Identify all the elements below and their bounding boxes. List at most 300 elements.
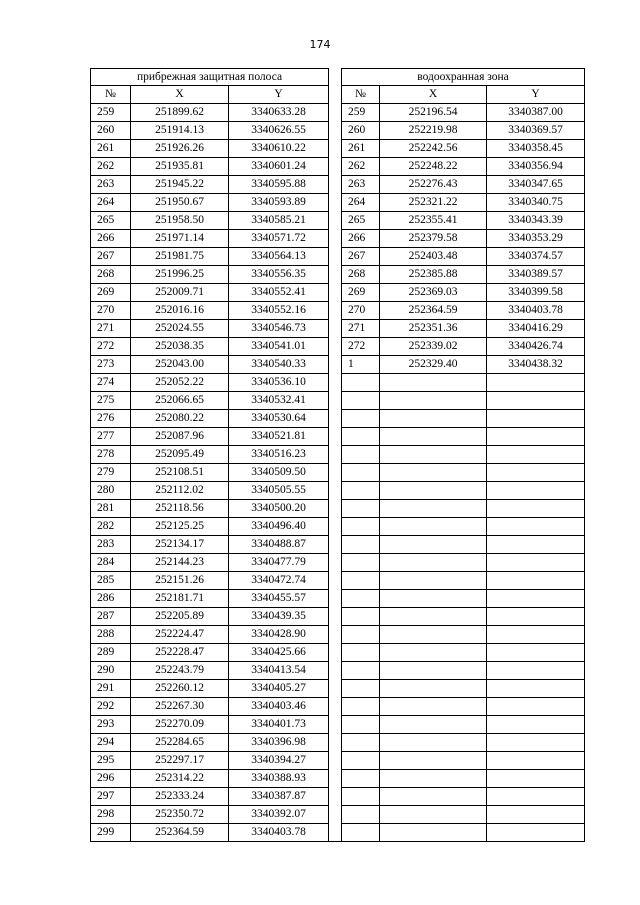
right-cell-y xyxy=(487,752,585,770)
column-gap xyxy=(329,788,342,806)
table-row xyxy=(91,284,585,302)
left-cell-y: 3340571.72 xyxy=(229,230,329,248)
right-cell-x: 252321.22 xyxy=(380,194,487,212)
left-cell-number: 297 xyxy=(91,788,131,806)
left-cell-x: 252151.26 xyxy=(131,572,229,590)
left-cell-number: 292 xyxy=(91,698,131,716)
right-cell-x xyxy=(380,374,487,392)
left-cell-x: 252052.22 xyxy=(131,374,229,392)
left-cell-y: 3340477.79 xyxy=(229,554,329,572)
left-cell-x: 252024.55 xyxy=(131,320,229,338)
left-cell-y: 3340585.21 xyxy=(229,212,329,230)
left-cell-y: 3340413.54 xyxy=(229,662,329,680)
left-cell-y: 3340536.10 xyxy=(229,374,329,392)
right-cell-x xyxy=(380,554,487,572)
right-cell-y: 3340340.75 xyxy=(487,194,585,212)
table-row xyxy=(91,338,585,356)
left-cell-x: 252108.51 xyxy=(131,464,229,482)
left-cell-y: 3340392.07 xyxy=(229,806,329,824)
left-cell-x: 252284.65 xyxy=(131,734,229,752)
table-row xyxy=(91,158,585,176)
right-header-number: № xyxy=(342,86,380,104)
right-cell-x xyxy=(380,824,487,842)
left-cell-x: 252243.79 xyxy=(131,662,229,680)
right-cell-y xyxy=(487,626,585,644)
left-cell-x: 252267.30 xyxy=(131,698,229,716)
column-gap xyxy=(329,680,342,698)
table-row xyxy=(91,140,585,158)
right-cell-number xyxy=(342,374,380,392)
column-gap xyxy=(329,212,342,230)
right-cell-number: 260 xyxy=(342,122,380,140)
column-gap xyxy=(329,284,342,302)
right-cell-x xyxy=(380,734,487,752)
right-cell-number xyxy=(342,500,380,518)
left-cell-x: 252364.59 xyxy=(131,824,229,842)
left-cell-y: 3340626.55 xyxy=(229,122,329,140)
column-gap xyxy=(329,392,342,410)
right-cell-number xyxy=(342,734,380,752)
right-cell-y xyxy=(487,680,585,698)
right-cell-x xyxy=(380,626,487,644)
left-cell-x: 252134.17 xyxy=(131,536,229,554)
right-cell-number: 263 xyxy=(342,176,380,194)
column-gap xyxy=(329,734,342,752)
table-row xyxy=(91,248,585,266)
left-cell-x: 252350.72 xyxy=(131,806,229,824)
page-number: 174 xyxy=(309,38,331,51)
table-row xyxy=(91,176,585,194)
column-gap xyxy=(329,69,342,86)
column-gap xyxy=(329,230,342,248)
column-gap xyxy=(329,572,342,590)
left-cell-number: 278 xyxy=(91,446,131,464)
left-cell-x: 252297.17 xyxy=(131,752,229,770)
right-cell-y xyxy=(487,554,585,572)
left-cell-y: 3340521.81 xyxy=(229,428,329,446)
right-cell-x xyxy=(380,392,487,410)
column-gap xyxy=(329,482,342,500)
left-cell-x: 251996.25 xyxy=(131,266,229,284)
right-cell-y: 3340347.65 xyxy=(487,176,585,194)
left-cell-y: 3340552.16 xyxy=(229,302,329,320)
right-cell-y xyxy=(487,824,585,842)
right-cell-x: 252385.88 xyxy=(380,266,487,284)
table-row xyxy=(91,806,585,824)
left-cell-y: 3340595.88 xyxy=(229,176,329,194)
left-cell-y: 3340403.46 xyxy=(229,698,329,716)
left-cell-y: 3340401.73 xyxy=(229,716,329,734)
table-row xyxy=(91,698,585,716)
right-cell-number xyxy=(342,662,380,680)
column-gap xyxy=(329,590,342,608)
table-row xyxy=(91,410,585,428)
left-cell-y: 3340439.35 xyxy=(229,608,329,626)
right-cell-number xyxy=(342,554,380,572)
coordinates-table xyxy=(90,68,585,842)
left-cell-number: 268 xyxy=(91,266,131,284)
table-row xyxy=(91,824,585,842)
right-cell-x: 252355.41 xyxy=(380,212,487,230)
left-cell-y: 3340556.35 xyxy=(229,266,329,284)
right-cell-y xyxy=(487,698,585,716)
column-gap xyxy=(329,554,342,572)
right-cell-x: 252329.40 xyxy=(380,356,487,374)
left-cell-number: 291 xyxy=(91,680,131,698)
left-cell-number: 274 xyxy=(91,374,131,392)
column-gap xyxy=(329,428,342,446)
table-row xyxy=(91,770,585,788)
section-title-row xyxy=(91,69,585,86)
left-cell-number: 259 xyxy=(91,104,131,122)
right-cell-y xyxy=(487,608,585,626)
right-cell-y xyxy=(487,482,585,500)
table-row xyxy=(91,608,585,626)
left-cell-number: 290 xyxy=(91,662,131,680)
left-cell-number: 285 xyxy=(91,572,131,590)
left-cell-number: 276 xyxy=(91,410,131,428)
right-cell-y: 3340356.94 xyxy=(487,158,585,176)
right-cell-y xyxy=(487,410,585,428)
table-row xyxy=(91,392,585,410)
left-cell-x: 252095.49 xyxy=(131,446,229,464)
column-gap xyxy=(329,446,342,464)
table-row xyxy=(91,302,585,320)
right-cell-x xyxy=(380,446,487,464)
column-gap xyxy=(329,374,342,392)
right-cell-x xyxy=(380,662,487,680)
left-cell-number: 289 xyxy=(91,644,131,662)
table-row xyxy=(91,716,585,734)
right-cell-number: 265 xyxy=(342,212,380,230)
left-cell-y: 3340532.41 xyxy=(229,392,329,410)
table-row xyxy=(91,230,585,248)
left-cell-number: 295 xyxy=(91,752,131,770)
table-row xyxy=(91,194,585,212)
right-cell-x xyxy=(380,680,487,698)
right-cell-number: 271 xyxy=(342,320,380,338)
right-cell-x: 252276.43 xyxy=(380,176,487,194)
left-cell-number: 269 xyxy=(91,284,131,302)
column-gap xyxy=(329,644,342,662)
right-cell-y xyxy=(487,572,585,590)
column-gap xyxy=(329,716,342,734)
left-cell-y: 3340593.89 xyxy=(229,194,329,212)
left-cell-number: 277 xyxy=(91,428,131,446)
right-cell-y: 3340416.29 xyxy=(487,320,585,338)
left-cell-x: 251981.75 xyxy=(131,248,229,266)
right-cell-y: 3340403.78 xyxy=(487,302,585,320)
right-cell-y: 3340353.29 xyxy=(487,230,585,248)
right-cell-x: 252196.54 xyxy=(380,104,487,122)
column-gap xyxy=(329,626,342,644)
left-cell-y: 3340428.90 xyxy=(229,626,329,644)
left-cell-number: 271 xyxy=(91,320,131,338)
right-cell-number: 270 xyxy=(342,302,380,320)
column-gap xyxy=(329,338,342,356)
column-gap xyxy=(329,410,342,428)
right-cell-x: 252351.36 xyxy=(380,320,487,338)
right-cell-x xyxy=(380,644,487,662)
left-cell-number: 283 xyxy=(91,536,131,554)
left-cell-x: 251935.81 xyxy=(131,158,229,176)
left-cell-number: 294 xyxy=(91,734,131,752)
left-cell-x: 252118.56 xyxy=(131,500,229,518)
right-cell-y: 3340343.39 xyxy=(487,212,585,230)
right-cell-number: 1 xyxy=(342,356,380,374)
right-cell-y: 3340426.74 xyxy=(487,338,585,356)
table-row xyxy=(91,752,585,770)
right-cell-y xyxy=(487,392,585,410)
left-cell-y: 3340516.23 xyxy=(229,446,329,464)
left-cell-x: 251958.50 xyxy=(131,212,229,230)
right-cell-y xyxy=(487,644,585,662)
table-row xyxy=(91,626,585,644)
table-row xyxy=(91,122,585,140)
right-cell-y xyxy=(487,374,585,392)
left-cell-x: 252125.25 xyxy=(131,518,229,536)
left-cell-y: 3340488.87 xyxy=(229,536,329,554)
column-gap xyxy=(329,464,342,482)
left-cell-x: 252144.23 xyxy=(131,554,229,572)
left-cell-y: 3340387.87 xyxy=(229,788,329,806)
left-cell-y: 3340388.93 xyxy=(229,770,329,788)
column-gap xyxy=(329,698,342,716)
right-cell-x xyxy=(380,716,487,734)
left-header-number: № xyxy=(91,86,131,104)
column-gap xyxy=(329,140,342,158)
left-cell-x: 251950.67 xyxy=(131,194,229,212)
table-row xyxy=(91,554,585,572)
right-cell-number xyxy=(342,536,380,554)
right-cell-x: 252242.56 xyxy=(380,140,487,158)
left-cell-x: 251914.13 xyxy=(131,122,229,140)
left-cell-y: 3340396.98 xyxy=(229,734,329,752)
left-cell-x: 252080.22 xyxy=(131,410,229,428)
right-header-y: Y xyxy=(487,86,585,104)
right-cell-number xyxy=(342,824,380,842)
left-cell-y: 3340403.78 xyxy=(229,824,329,842)
right-header-x: X xyxy=(380,86,487,104)
left-cell-number: 281 xyxy=(91,500,131,518)
left-cell-x: 251971.14 xyxy=(131,230,229,248)
right-cell-x xyxy=(380,518,487,536)
left-cell-number: 296 xyxy=(91,770,131,788)
column-gap xyxy=(329,806,342,824)
column-gap xyxy=(329,176,342,194)
left-cell-x: 252087.96 xyxy=(131,428,229,446)
column-gap xyxy=(329,518,342,536)
left-cell-x: 252260.12 xyxy=(131,680,229,698)
left-cell-x: 251945.22 xyxy=(131,176,229,194)
right-cell-y xyxy=(487,788,585,806)
column-gap xyxy=(329,194,342,212)
left-cell-y: 3340564.13 xyxy=(229,248,329,266)
right-cell-number xyxy=(342,392,380,410)
left-cell-x: 252016.16 xyxy=(131,302,229,320)
column-gap xyxy=(329,104,342,122)
right-cell-x xyxy=(380,572,487,590)
column-header-row xyxy=(91,86,585,104)
left-cell-y: 3340610.22 xyxy=(229,140,329,158)
left-cell-x: 252333.24 xyxy=(131,788,229,806)
left-cell-y: 3340546.73 xyxy=(229,320,329,338)
left-cell-number: 261 xyxy=(91,140,131,158)
left-cell-number: 272 xyxy=(91,338,131,356)
table-row xyxy=(91,500,585,518)
right-cell-number xyxy=(342,518,380,536)
right-cell-x: 252248.22 xyxy=(380,158,487,176)
right-cell-x xyxy=(380,464,487,482)
table-row xyxy=(91,680,585,698)
left-cell-number: 265 xyxy=(91,212,131,230)
column-gap xyxy=(329,536,342,554)
table-row xyxy=(91,662,585,680)
right-cell-y xyxy=(487,428,585,446)
table-row xyxy=(91,572,585,590)
right-cell-x xyxy=(380,536,487,554)
right-cell-y xyxy=(487,716,585,734)
right-cell-number xyxy=(342,446,380,464)
right-cell-number: 266 xyxy=(342,230,380,248)
column-gap xyxy=(329,752,342,770)
left-cell-number: 275 xyxy=(91,392,131,410)
column-gap xyxy=(329,266,342,284)
right-cell-x xyxy=(380,806,487,824)
column-gap xyxy=(329,86,342,104)
right-cell-x xyxy=(380,590,487,608)
left-cell-x: 252181.71 xyxy=(131,590,229,608)
right-cell-number xyxy=(342,716,380,734)
right-cell-y xyxy=(487,500,585,518)
right-cell-number xyxy=(342,428,380,446)
left-cell-x: 252228.47 xyxy=(131,644,229,662)
left-cell-x: 252314.22 xyxy=(131,770,229,788)
right-cell-number: 262 xyxy=(342,158,380,176)
table-row xyxy=(91,212,585,230)
right-cell-number xyxy=(342,464,380,482)
column-gap xyxy=(329,158,342,176)
column-gap xyxy=(329,302,342,320)
table-row xyxy=(91,374,585,392)
left-cell-number: 286 xyxy=(91,590,131,608)
right-cell-x: 252369.03 xyxy=(380,284,487,302)
right-cell-y xyxy=(487,536,585,554)
right-cell-y xyxy=(487,590,585,608)
right-cell-number xyxy=(342,572,380,590)
right-cell-y: 3340438.32 xyxy=(487,356,585,374)
right-cell-y: 3340399.58 xyxy=(487,284,585,302)
right-cell-x xyxy=(380,482,487,500)
left-cell-y: 3340425.66 xyxy=(229,644,329,662)
left-cell-number: 280 xyxy=(91,482,131,500)
right-cell-number: 261 xyxy=(342,140,380,158)
left-cell-y: 3340505.55 xyxy=(229,482,329,500)
left-cell-number: 273 xyxy=(91,356,131,374)
left-header-x: X xyxy=(131,86,229,104)
right-cell-number xyxy=(342,680,380,698)
left-cell-y: 3340472.74 xyxy=(229,572,329,590)
left-cell-x: 252205.89 xyxy=(131,608,229,626)
right-cell-number xyxy=(342,806,380,824)
right-cell-y xyxy=(487,464,585,482)
left-cell-x: 252043.00 xyxy=(131,356,229,374)
left-cell-y: 3340394.27 xyxy=(229,752,329,770)
right-cell-number: 268 xyxy=(342,266,380,284)
right-cell-number xyxy=(342,626,380,644)
left-cell-y: 3340633.28 xyxy=(229,104,329,122)
table-row xyxy=(91,446,585,464)
left-cell-y: 3340601.24 xyxy=(229,158,329,176)
left-cell-y: 3340496.40 xyxy=(229,518,329,536)
left-cell-number: 288 xyxy=(91,626,131,644)
left-cell-number: 282 xyxy=(91,518,131,536)
table-row xyxy=(91,428,585,446)
left-cell-number: 260 xyxy=(91,122,131,140)
left-cell-x: 252270.09 xyxy=(131,716,229,734)
column-gap xyxy=(329,356,342,374)
right-cell-number: 269 xyxy=(342,284,380,302)
right-cell-x xyxy=(380,698,487,716)
table-row xyxy=(91,320,585,338)
left-cell-number: 266 xyxy=(91,230,131,248)
column-gap xyxy=(329,770,342,788)
right-cell-y xyxy=(487,770,585,788)
right-cell-y xyxy=(487,734,585,752)
right-cell-number xyxy=(342,590,380,608)
right-cell-y: 3340358.45 xyxy=(487,140,585,158)
column-gap xyxy=(329,500,342,518)
left-cell-x: 252066.65 xyxy=(131,392,229,410)
right-cell-number: 264 xyxy=(342,194,380,212)
left-cell-number: 298 xyxy=(91,806,131,824)
right-cell-number xyxy=(342,698,380,716)
table-row xyxy=(91,590,585,608)
right-cell-x xyxy=(380,428,487,446)
right-cell-x xyxy=(380,752,487,770)
table-row xyxy=(91,266,585,284)
right-cell-number: 259 xyxy=(342,104,380,122)
table-row xyxy=(91,788,585,806)
left-cell-y: 3340552.41 xyxy=(229,284,329,302)
left-cell-number: 270 xyxy=(91,302,131,320)
right-cell-y: 3340389.57 xyxy=(487,266,585,284)
right-cell-x: 252379.58 xyxy=(380,230,487,248)
left-cell-y: 3340509.50 xyxy=(229,464,329,482)
right-cell-y xyxy=(487,662,585,680)
left-cell-y: 3340540.33 xyxy=(229,356,329,374)
right-cell-y xyxy=(487,446,585,464)
right-cell-number: 272 xyxy=(342,338,380,356)
right-cell-x xyxy=(380,410,487,428)
left-cell-number: 293 xyxy=(91,716,131,734)
right-section-title: водоохранная зона xyxy=(342,69,585,86)
left-cell-number: 262 xyxy=(91,158,131,176)
right-cell-number xyxy=(342,644,380,662)
right-cell-x: 252339.02 xyxy=(380,338,487,356)
left-cell-y: 3340405.27 xyxy=(229,680,329,698)
right-cell-number xyxy=(342,608,380,626)
right-cell-number xyxy=(342,410,380,428)
right-cell-y: 3340374.57 xyxy=(487,248,585,266)
right-cell-x: 252364.59 xyxy=(380,302,487,320)
left-cell-x: 252224.47 xyxy=(131,626,229,644)
left-cell-x: 251899.62 xyxy=(131,104,229,122)
left-cell-number: 279 xyxy=(91,464,131,482)
right-cell-x xyxy=(380,608,487,626)
left-cell-y: 3340530.64 xyxy=(229,410,329,428)
right-cell-y xyxy=(487,518,585,536)
